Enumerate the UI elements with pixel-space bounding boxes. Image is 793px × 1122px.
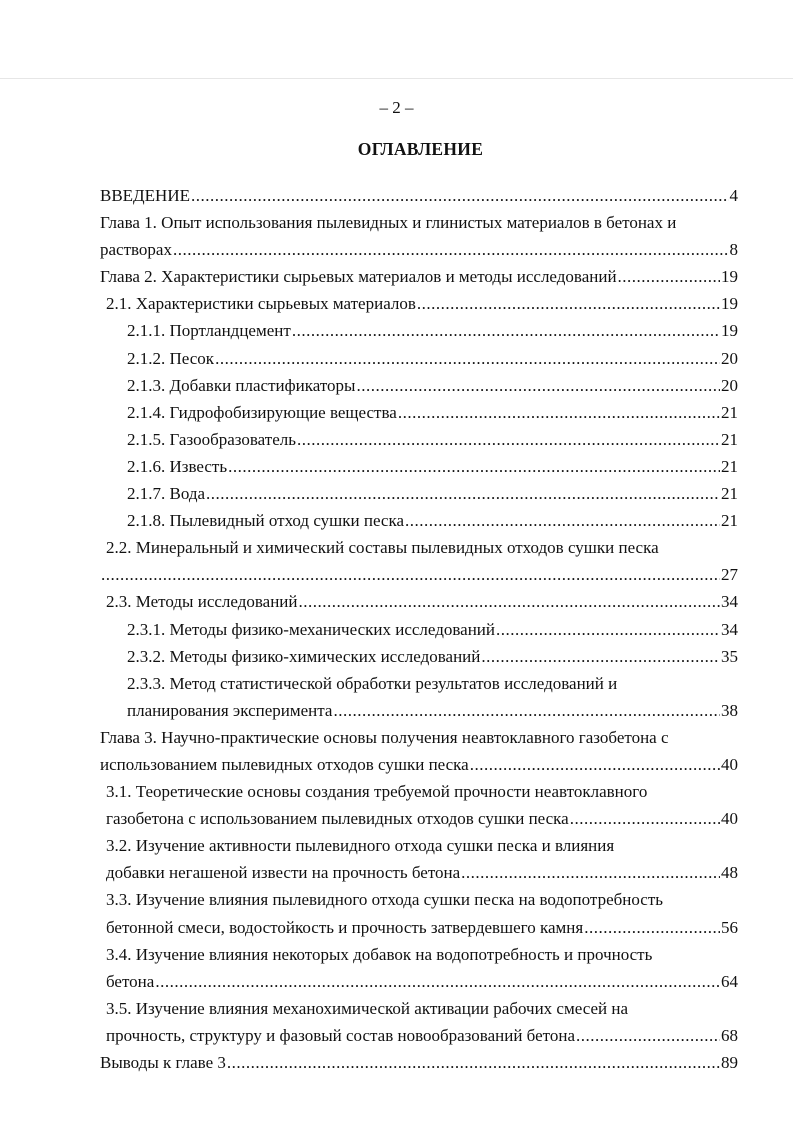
- toc-entry-2-1[interactable]: 2.1. Характеристики сырьевых материалов ..... 19: [100, 290, 738, 317]
- toc-entry-2-2[interactable]: 2.2. Минеральный и химический составы пылевидных отходов сушки песка: [106, 538, 659, 558]
- toc-entry-2-1-7[interactable]: 2.1.7. Вода ..... 21: [100, 480, 738, 507]
- toc-entry-2-1-2[interactable]: 2.1.2. Песок ..... 20: [100, 345, 738, 372]
- toc-entry-2-3-1[interactable]: 2.3.1. Методы физико-механических исследований ..... 34: [100, 616, 738, 643]
- toc-entry-chapter-1[interactable]: Глава 1. Опыт использования пылевидных и глинистых материалов в бетонах и: [100, 213, 677, 233]
- toc-entry-2-3[interactable]: 2.3. Методы исследований ..... 34: [100, 588, 738, 615]
- toc-entry-conclusions-chapter-3[interactable]: Выводы к главе 3 ..... 89: [100, 1049, 738, 1076]
- toc-entry-3-1-cont[interactable]: газобетона с использованием пылевидных отходов сушки песка ..... 40: [100, 805, 738, 832]
- page-number: – 2 –: [379, 98, 414, 117]
- toc-entry-3-2-cont[interactable]: добавки негашеной извести на прочность бетона ..... 48: [100, 859, 738, 886]
- toc-entry-3-3[interactable]: 3.3. Изучение влияния пылевидного отхода сушки песка на водопотребность: [106, 890, 664, 910]
- toc-entry-chapter-2[interactable]: Глава 2. Характеристики сырьевых материалов и методы исследований ..... 19: [100, 263, 738, 290]
- toc-entry-chapter-1-cont[interactable]: растворах ..... 8: [100, 236, 738, 263]
- toc-entry-2-1-3[interactable]: 2.1.3. Добавки пластификаторы ..... 20: [100, 372, 738, 399]
- toc-entry-2-1-8[interactable]: 2.1.8. Пылевидный отход сушки песка ..... 21: [100, 507, 738, 534]
- toc-entry-2-1-5[interactable]: 2.1.5. Газообразователь ..... 21: [100, 426, 738, 453]
- toc-entry-3-4[interactable]: 3.4. Изучение влияния некоторых добавок на водопотребность и прочность: [106, 944, 653, 964]
- toc-entry-chapter-3[interactable]: Глава 3. Научно-практические основы получения неавтоклавного газобетона с: [100, 727, 669, 747]
- toc-entry-3-4-cont[interactable]: бетона ..... 64: [100, 968, 738, 995]
- scan-edge-line: [0, 78, 793, 79]
- toc-entry-2-3-2[interactable]: 2.3.2. Методы физико-химических исследований ..... 35: [100, 643, 738, 670]
- toc-entry-3-3-cont[interactable]: бетонной смеси, водостойкость и прочность затвердевшего камня ..... 56: [100, 914, 738, 941]
- toc-entry-introduction[interactable]: ВВЕДЕНИЕ ..... 4: [100, 182, 738, 209]
- toc-entry-2-3-3-cont[interactable]: планирования эксперимента ..... 38: [100, 697, 738, 724]
- toc-entry-3-5[interactable]: 3.5. Изучение влияния механохимической активации рабочих смесей на: [106, 998, 628, 1018]
- page-title: ОГЛАВЛЕНИЕ: [357, 139, 484, 159]
- toc-entry-3-5-cont[interactable]: прочность, структуру и фазовый состав новообразований бетона ..... 68: [100, 1022, 738, 1049]
- toc-entry-2-1-1[interactable]: 2.1.1. Портландцемент ..... 19: [100, 317, 738, 344]
- toc-entry-2-1-6[interactable]: 2.1.6. Известь ..... 21: [100, 453, 738, 480]
- toc-entry-2-1-4[interactable]: 2.1.4. Гидрофобизирующие вещества ..... 21: [100, 399, 738, 426]
- toc-entry-chapter-3-cont[interactable]: использованием пылевидных отходов сушки песка ..... 40: [100, 751, 738, 778]
- toc-entry-3-1[interactable]: 3.1. Теоретические основы создания требуемой прочности неавтоклавного: [106, 782, 648, 802]
- toc-entry-2-2-cont[interactable]: ..... 27: [100, 561, 738, 588]
- toc-entry-3-2[interactable]: 3.2. Изучение активности пылевидного отхода сушки песка и влияния: [106, 836, 615, 856]
- toc-entry-2-3-3[interactable]: 2.3.3. Метод статистической обработки результатов исследований и: [127, 673, 618, 693]
- table-of-contents: [100, 182, 738, 1076]
